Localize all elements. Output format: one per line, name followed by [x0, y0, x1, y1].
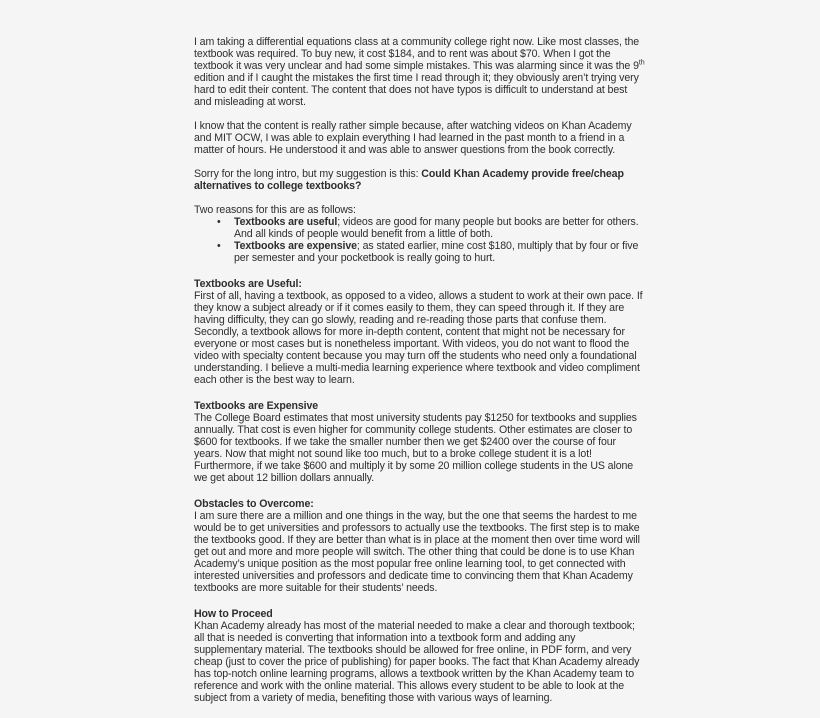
suggestion-question: Could Khan Academy provide free/cheap alternatives to college textbooks?: [194, 168, 624, 192]
intro-paragraph-1: [194, 36, 646, 108]
intro-paragraph-1-text-a: I am taking a differential equations class at a community college right now. Like most classes, the textbook was required. To buy new, it cost $184, and to rent was about $70. When I got the textbook it was very unclear and had some simple mistakes. This was alarming since it was the 9: [194, 36, 640, 72]
reason-title: Textbooks are useful: [234, 216, 338, 228]
section-how-to-proceed: [194, 608, 646, 704]
reason-item-useful: [194, 216, 646, 240]
intro-paragraph-2: I know that the content is really rather simple because, after watching videos on Khan Academy and MIT OCW, I was able to explain everything I had learned in the past month to a friend in a matter of hours. He understood it and was able to answer questions from the book correctly.: [194, 120, 632, 156]
section-body: First of all, having a textbook, as opposed to a video, allows a student to work at their own pace. If they know a subject already or if it comes easily to them, they can speed through it. If they are having difficulty, they can go slowly, reading and re-reading those parts that confuse them. Secondly, a textbook allows for more in-depth content, content that might not be necessary for everyone or most cases but is nonetheless important. With videos, you do not want to flood the video with specialty content because you may turn off the students who need only a foundational understanding. I believe a multi-media learning experience where textbook and video compliment each other is the best way to learn.: [194, 290, 643, 386]
section-obstacles: [194, 498, 646, 594]
suggestion-lead: Sorry for the long intro, but my suggestion is this:: [194, 168, 422, 180]
section-heading: Textbooks are Expensive: [194, 400, 319, 412]
section-textbooks-useful: [194, 278, 646, 386]
reason-text: ; videos are good for many people but books are better for others. And all kinds of people would benefit from a little of both.: [234, 216, 639, 240]
reasons-lead: Two reasons for this are as follows:: [194, 204, 356, 216]
reason-text: ; as stated earlier, mine cost $180, multiply that by four or five per semester and your pocketbook is really going to hurt.: [234, 240, 639, 264]
bullet-icon: •: [217, 216, 221, 228]
section-heading: How to Proceed: [194, 608, 273, 620]
intro-paragraph-1-text-b: edition and if I caught the mistakes the first time I read through it; they obviously aren’t trying very hard to edit their content. The content that does not have typos is difficult to understand at best and misleading at worst.: [194, 72, 639, 108]
section-body: I am sure there are a million and one things in the way, but the one that seems the hardest to me would be to get universities and professors to actually use the textbooks. The first step is to make the textbooks good. If they are better than what is in place at the moment then over time word will get out and more and more people will switch. The other thing that could be done is to use Khan Academy’s unique position as the most popular free online learning tool, to get connected with interested universities and professors and dedicate time to convincing them that Khan Academy textbooks are more suitable for their students’ needs.: [194, 510, 640, 594]
reason-item-expensive: [194, 240, 646, 264]
section-textbooks-expensive: [194, 400, 646, 484]
section-heading: Obstacles to Overcome:: [194, 498, 314, 510]
reason-title: Textbooks are expensive: [234, 240, 357, 252]
section-body: Khan Academy already has most of the material needed to make a clear and thorough textbook; all that is needed is converting that information into a textbook form and adding any supplementary material. The textbooks should be allowed for free online, in PDF form, and very cheap (just to cover the price of publishing) for paper books. The fact that Khan Academy already has top-notch online learning programs, allows a textbook written by the Khan Academy team to reference and work with the online material. This allows every student to be able to look at the subject from a variety of media, benefiting those with various ways of learning.: [194, 620, 640, 704]
reasons-list: [194, 216, 646, 264]
suggestion-paragraph: [194, 168, 646, 192]
ordinal-suffix: th: [638, 59, 645, 67]
bullet-icon: •: [217, 240, 221, 252]
section-body: The College Board estimates that most university students pay $1250 for textbooks and supplies annually. That cost is even higher for community college students. Other estimates are closer to $600 for textbooks. If we take the smaller number then we get $2400 over the course of four years. Now that might not sound like too much, but to a broke college student it is a lot! Furthermore, if we take $600 and multiply it by some 20 million college students in the US alone we get about 12 billion dollars annually.: [194, 412, 637, 484]
document-body: [194, 36, 646, 718]
section-heading: Textbooks are Useful:: [194, 278, 302, 290]
